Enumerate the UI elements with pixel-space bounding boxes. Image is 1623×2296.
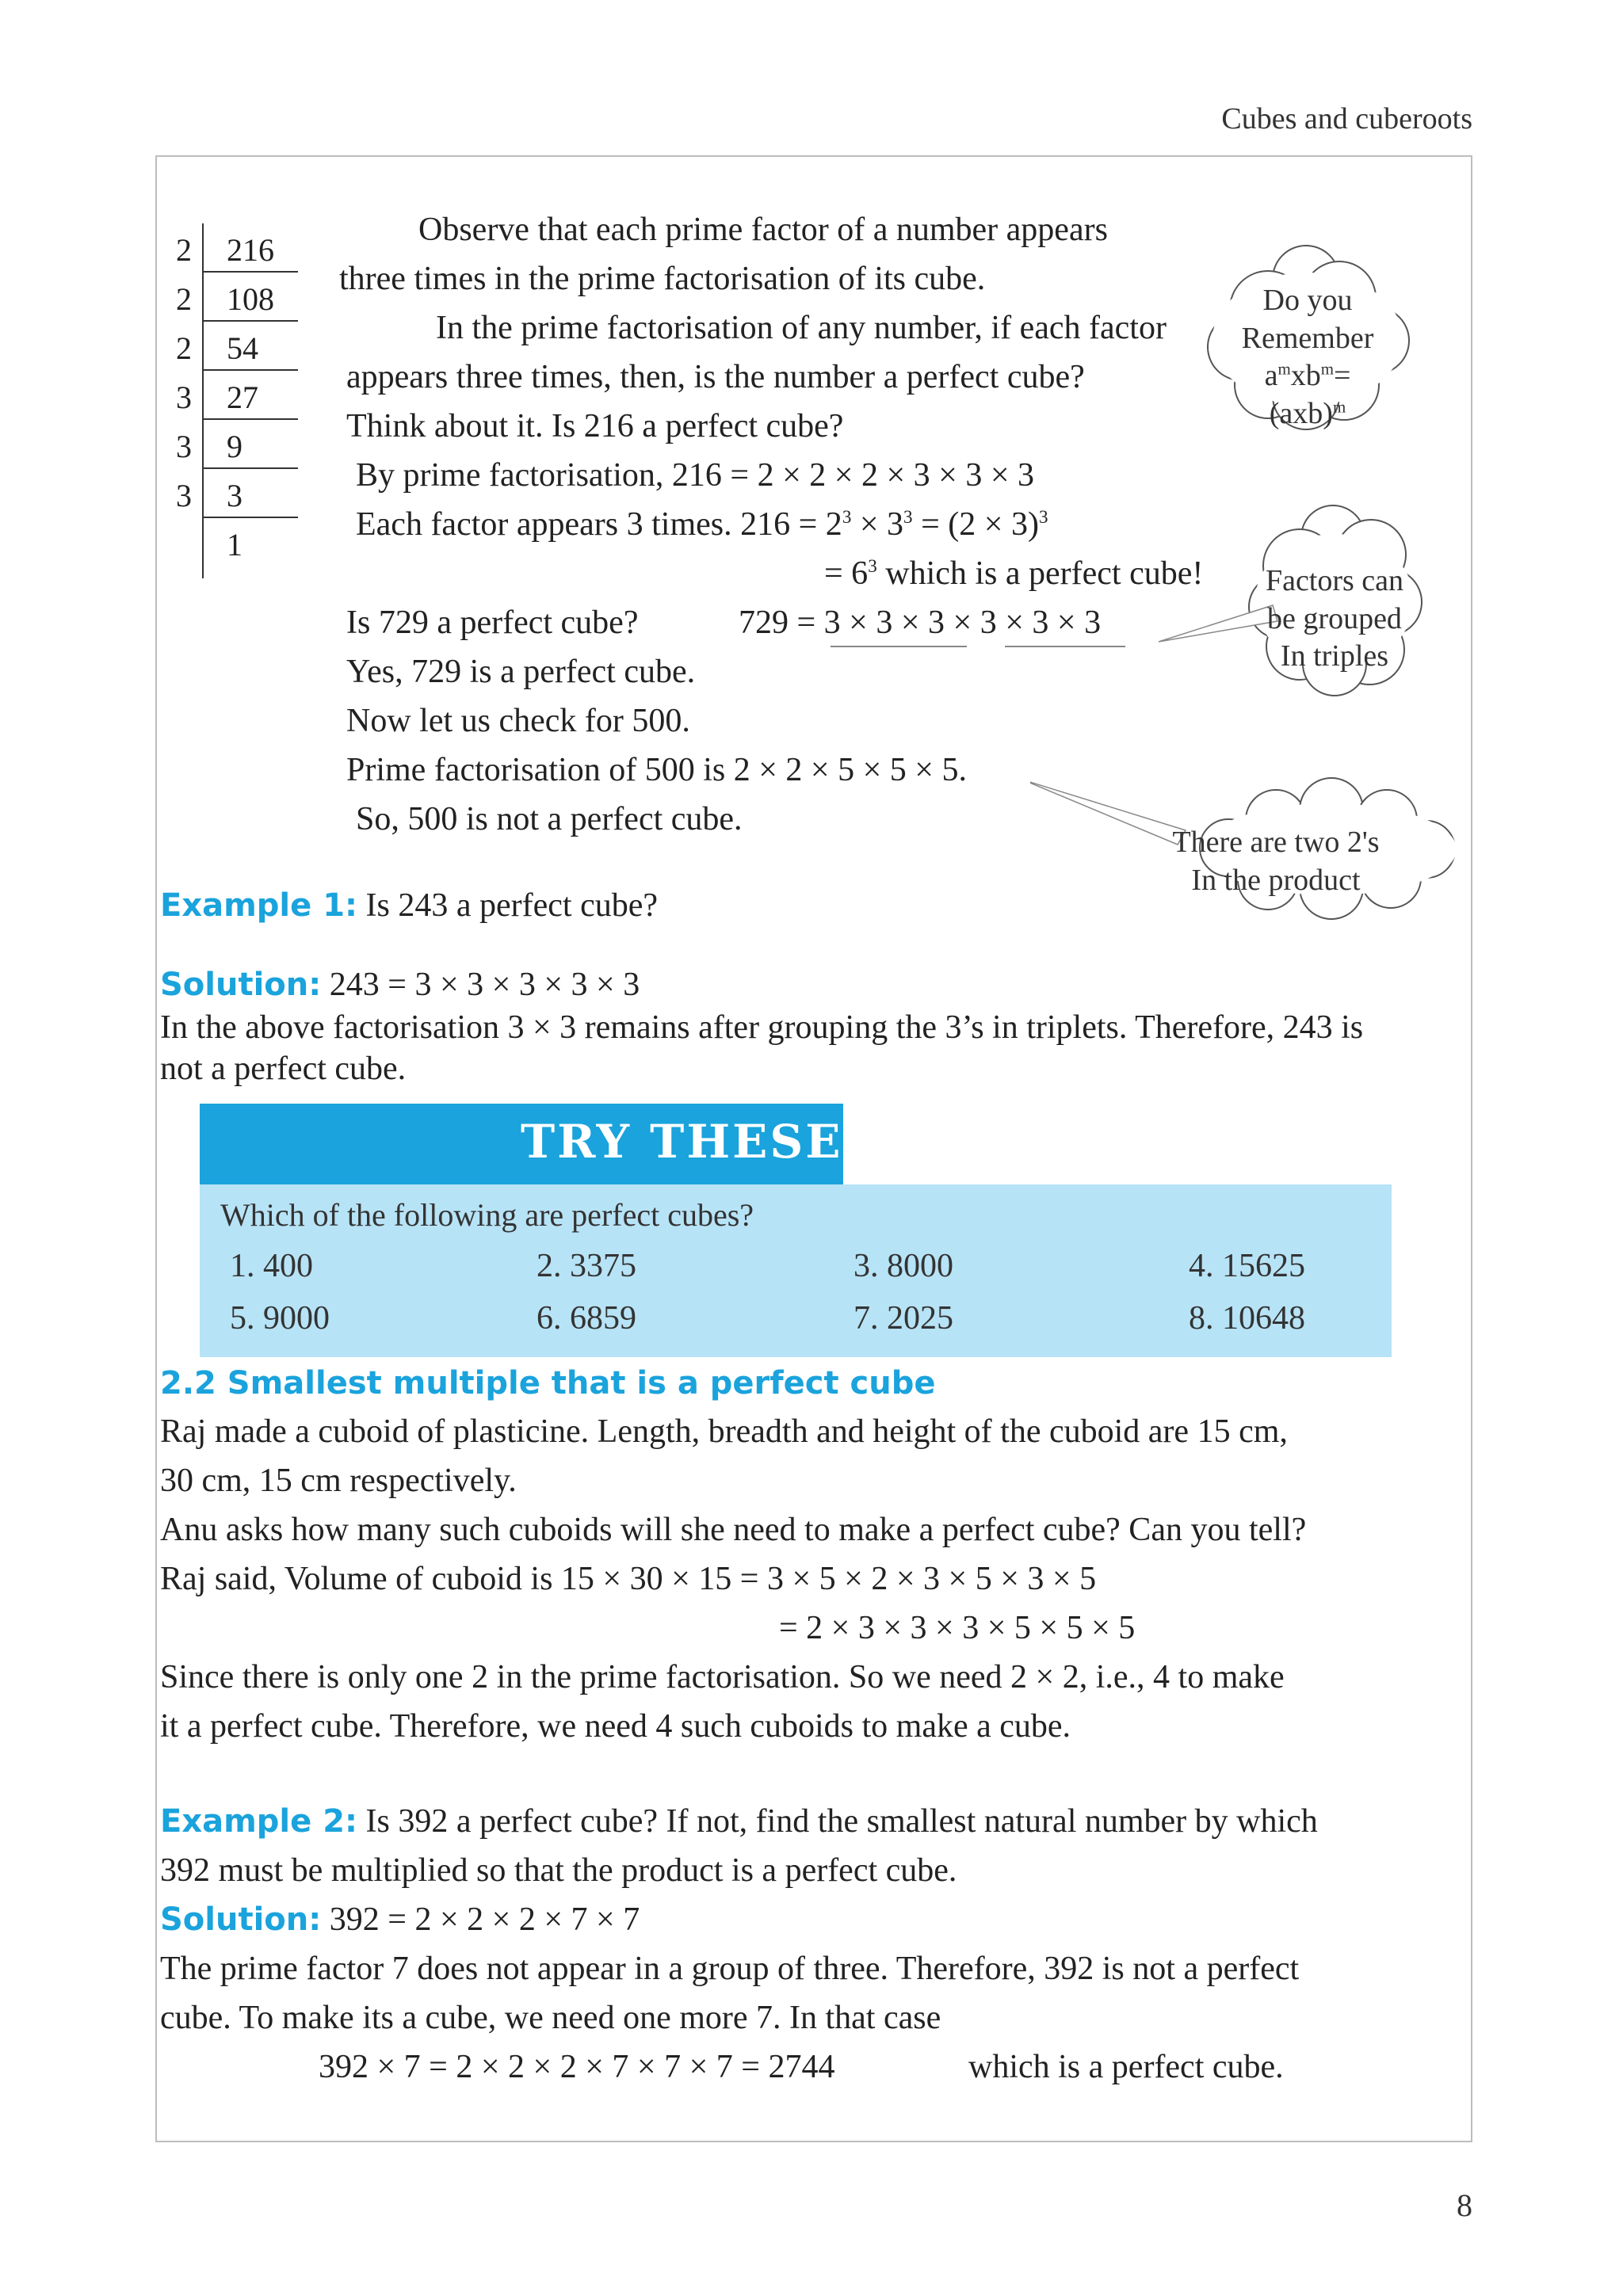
section-text: 30 cm, 15 cm respectively. [160,1463,517,1499]
example-2-label: Example 2: [160,1803,358,1840]
example-2-text: cube. To make its a cube, we need one more 7. In that case [160,2000,941,2036]
try-item: 6. 6859 [537,1300,636,1337]
intro-line-cube: Each factor appears 3 times. $216 = 2^3 \times 3^3 = (2 \times 3)^3$ [356,506,1048,543]
try-item: 4. 15625 [1189,1248,1305,1284]
divisor: 3 [176,379,192,415]
cloud-remember-text: Do you Remember $a^mxb^m=(axb)^m$ [1241,284,1374,430]
intro-line: In the prime factorisation of any number, if each factor [436,310,1167,346]
example-1-solution: Solution: 243 = 3 × 3 × 3 × 3 × 3 [160,967,640,1003]
try-item: 8. 10648 [1189,1300,1305,1337]
try-item: 5. 9000 [230,1300,330,1337]
example-1-label: Example 1: [160,887,358,924]
intro-line: Now let us check for 500. [346,703,690,739]
try-item: 2. 3375 [537,1248,636,1284]
page-number: 8 [1457,2187,1472,2223]
divisor: 2 [176,281,192,317]
try-these-header [200,1104,843,1184]
divisor: 3 [176,429,192,464]
divisor: 2 [176,232,192,268]
divisor: 2 [176,330,192,366]
example-2-text: 392 must be multiplied so that the product is a perfect cube. [160,1852,957,1889]
section-text: Raj said, Volume of cuboid is 15 × 30 × 15 = 3 × 5 × 2 × 3 × 5 × 3 × 5 [160,1561,1097,1597]
quotient: 216 [227,232,274,268]
intro-line-six-cubed: = $6^3$ which is a perfect cube! [824,555,1204,592]
try-item: 1. 400 [230,1248,313,1284]
example-2: Example 2: Is 392 a perfect cube? If not, find the smallest natural number by which [160,1803,1318,1840]
cloud-triples-text: Factors can be grouped In triples [1265,564,1404,673]
quotient: 1 [227,527,242,563]
section-text: = 2 × 3 × 3 × 3 × 5 × 5 × 5 [779,1610,1136,1646]
intro-line: Prime factorisation of 500 is 2 × 2 × 5 × 5 × 5. [346,752,967,788]
try-item: 7. 2025 [854,1300,953,1337]
quotient: 9 [227,429,242,464]
intro-line: Observe that each prime factor of a number appears [418,212,1108,248]
factorisation-729: 729 = 3 × 3 × 3 × 3 × 3 × 3 [739,605,1102,641]
divisor: 3 [176,478,192,513]
example-1-text: not a perfect cube. [160,1051,407,1087]
section-text: Since there is only one 2 in the prime factorisation. So we need 2 × 2, i.e., 4 to make [160,1659,1285,1695]
try-these-title: TRY THESE [521,1115,843,1169]
try-item: 3. 8000 [854,1248,953,1284]
section-heading: 2.2 Smallest multiple that is a perfect cube [160,1365,936,1402]
try-these-question: Which of the following are perfect cubes? [220,1197,754,1233]
solution-label: Solution: [160,1901,322,1938]
running-header: Cubes and cuberoots [1221,102,1472,135]
example-2-result: 392 × 7 = 2 × 2 × 2 × 7 × 7 × 7 = 2744 [319,2049,835,2085]
intro-line: three times in the prime factorisation of its cube. [339,261,986,297]
quotient: 3 [227,478,242,513]
intro-line: Think about it. Is 216 a perfect cube? [346,408,844,444]
section-text: Anu asks how many such cuboids will she need to make a perfect cube? Can you tell? [160,1512,1307,1548]
example-2-solution: Solution: 392 = 2 × 2 × 2 × 7 × 7 [160,1901,640,1938]
quotient: 108 [227,281,274,317]
example-1: Example 1: Is 243 a perfect cube? [160,887,658,924]
example-2-text: The prime factor 7 does not appear in a group of three. Therefore, 392 is not a perfect [160,1951,1300,1987]
section-text: it a perfect cube. Therefore, we need 4 such cuboids to make a cube. [160,1708,1071,1745]
quotient: 27 [227,379,258,415]
intro-line: appears three times, then, is the number a perfect cube? [346,359,1085,395]
intro-line: Yes, 729 is a perfect cube. [346,654,696,690]
example-2-result-note: which is a perfect cube. [968,2049,1284,2085]
intro-line: By prime factorisation, 216 = 2 × 2 × 2 × 3 × 3 × 3 [356,457,1035,494]
intro-line: So, 500 is not a perfect cube. [356,801,743,837]
quotient: 54 [227,330,258,366]
section-text: Raj made a cuboid of plasticine. Length, breadth and height of the cuboid are 15 cm, [160,1413,1288,1450]
solution-label: Solution: [160,967,322,1003]
intro-line: Is 729 a perfect cube? [346,605,639,641]
cloud-two-twos-text: There are two 2's In the product [1172,826,1380,897]
example-1-text: In the above factorisation 3 × 3 remains after grouping the 3’s in triplets. Therefore, 243 is [160,1009,1364,1046]
